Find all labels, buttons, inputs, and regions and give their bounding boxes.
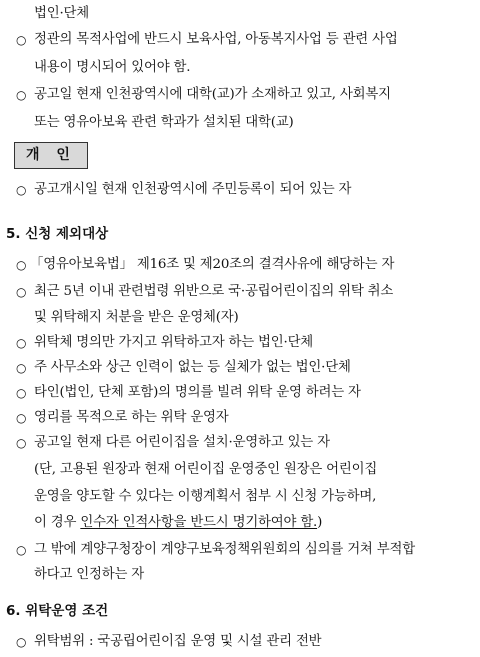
bullet-icon: ○ xyxy=(16,336,27,350)
text-line: 내용이 명시되어 있어야 함. xyxy=(34,60,191,75)
bullet-icon: ○ xyxy=(16,183,27,197)
text-line: 공고개시일 현재 인천광역시에 주민등록이 되어 있는 자 xyxy=(34,182,352,197)
text-line: 공고일 현재 다른 어린이집을 설치·운영하고 있는 자 xyxy=(34,435,330,450)
individual-label-box: 개 인 xyxy=(14,142,88,169)
bullet-icon: ○ xyxy=(16,285,27,299)
text-line: 타인(법인, 단체 포함)의 명의를 빌려 위탁 운영 하려는 자 xyxy=(34,385,361,400)
text-line: (단, 고용된 원장과 현재 어린이집 운영중인 원장은 어린이집 xyxy=(34,462,378,477)
text-line: 및 위탁해지 처분을 받은 운영체(자) xyxy=(34,310,239,325)
bullet-icon: ○ xyxy=(16,635,27,649)
text-line: 법인·단체 xyxy=(34,6,89,21)
text-line: 영리를 목적으로 하는 위탁 운영자 xyxy=(34,410,229,425)
text-line: 또는 영유아보육 관련 학과가 설치된 대학(교) xyxy=(34,115,294,130)
text-segment: 이 경우 xyxy=(34,515,81,530)
text-line: 「영유아보육법」 제16조 및 제20조의 결격사유에 해당하는 자 xyxy=(30,257,395,272)
underlined-text: 인수자 인적사항을 반드시 명기하여야 함. xyxy=(80,515,318,530)
text-line: 정관의 목적사업에 반드시 보육사업, 아동복지사업 등 관련 사업 xyxy=(34,32,398,47)
bullet-icon: ○ xyxy=(16,361,27,375)
text-line xyxy=(34,514,322,532)
bullet-icon: ○ xyxy=(16,411,27,425)
section-heading: 5. 신청 제외대상 xyxy=(6,226,109,242)
bullet-icon: ○ xyxy=(16,386,27,400)
text-line: 위탁범위 : 국공립어린이집 운영 및 시설 관리 전반 xyxy=(34,634,322,649)
text-line: 최근 5년 이내 관련법령 위반으로 국·공립어린이집의 위탁 취소 xyxy=(34,284,394,299)
bullet-icon: ○ xyxy=(16,543,27,557)
text-line: 하다고 인정하는 자 xyxy=(34,567,144,582)
text-line: 주 사무소와 상근 인력이 없는 등 실체가 없는 법인·단체 xyxy=(34,360,351,375)
text-line: 공고일 현재 인천광역시에 대학(교)가 소재하고 있고, 사회복지 xyxy=(34,87,391,102)
bullet-icon: ○ xyxy=(16,436,27,450)
section-heading: 6. 위탁운영 조건 xyxy=(6,603,109,619)
text-segment: ) xyxy=(317,515,323,530)
text-line: 운영을 양도할 수 있다는 이행계획서 첨부 시 신청 가능하며, xyxy=(34,489,377,504)
text-line: 위탁체 명의만 가지고 위탁하고자 하는 법인·단체 xyxy=(34,335,314,350)
text-line: 그 밖에 계양구청장이 계양구보육정책위원회의 심의를 거쳐 부적합 xyxy=(34,542,415,557)
bullet-icon: ○ xyxy=(16,88,27,102)
bullet-icon: ○ xyxy=(16,33,27,47)
bullet-icon: ○ xyxy=(16,258,27,272)
